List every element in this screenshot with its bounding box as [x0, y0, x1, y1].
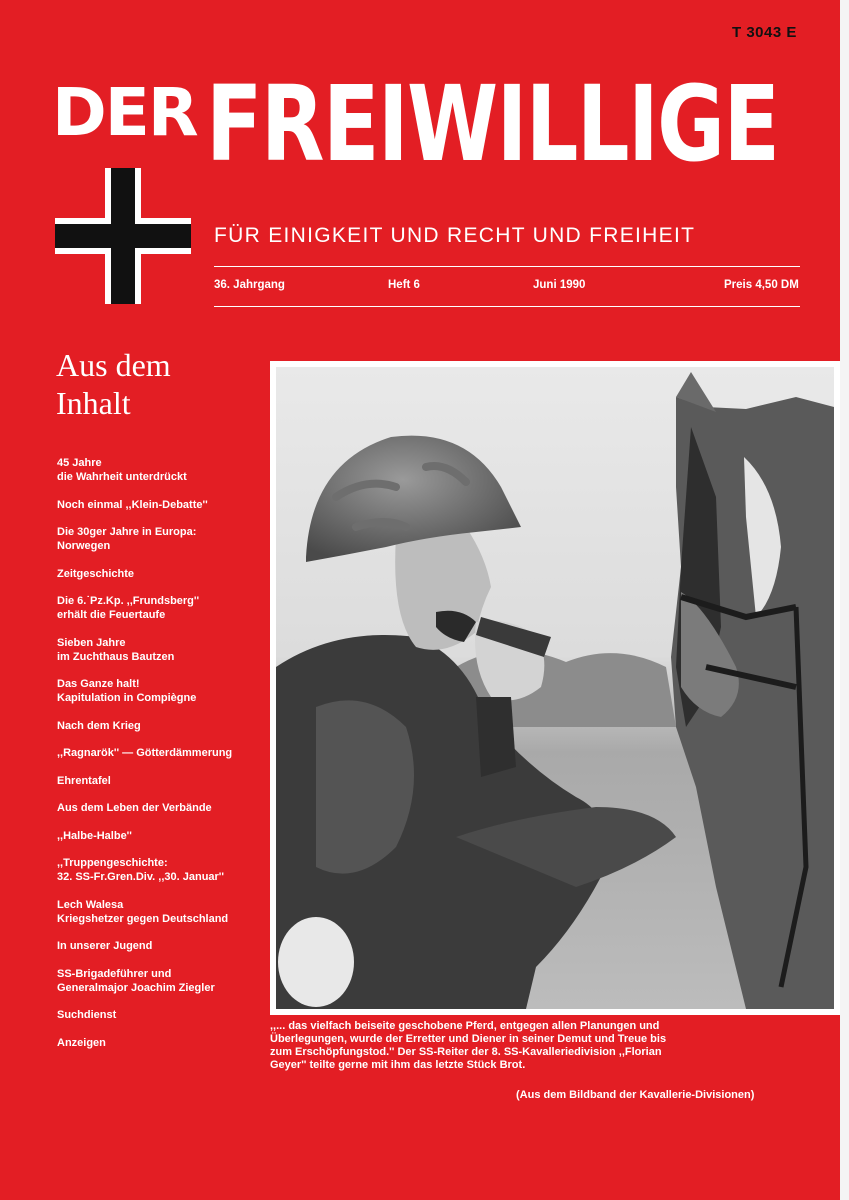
contents-item-line: ,,Halbe-Halbe'' — [57, 829, 132, 842]
contents-heading — [56, 346, 171, 422]
contents-item-line: ,,Ragnarök'' — Götterdämmerung — [57, 747, 233, 759]
contents-item — [57, 967, 257, 995]
contents-item-line: 32. SS-Fr.Gren.Div. ,,30. Januar'' — [57, 871, 225, 883]
contents-item — [57, 567, 257, 581]
photo-credit: (Aus dem Bildband der Kavallerie-Divisionen) — [516, 1089, 755, 1101]
photo-caption — [270, 1020, 710, 1072]
contents-item-line: Lech Walesa — [57, 898, 124, 911]
masthead-article: DER — [52, 74, 197, 151]
contents-item-line: Das Ganze halt! — [57, 678, 140, 690]
issue-price: Preis 4,50 DM — [724, 279, 799, 291]
contents-item — [57, 525, 257, 553]
contents-item — [57, 594, 257, 622]
contents-item-line: Die 30ger Jahre in Europa: — [57, 526, 197, 538]
caption-line: zum Erschöpfungstod.'' Der SS-Reiter der 8. SS-Kavalleriedivision ,,Florian — [270, 1046, 662, 1058]
header-rule-top — [214, 266, 800, 267]
contents-item-line: Die 6.˙Pz.Kp. ,,Frundsberg'' — [57, 595, 200, 607]
contents-item-line: Anzeigen — [57, 1036, 106, 1049]
contents-item-line: Kriegshetzer gegen Deutschland — [57, 912, 229, 925]
contents-item-line: Noch einmal ,,Klein-Debatte'' — [57, 498, 208, 511]
cover-photo — [270, 361, 840, 1015]
caption-line: Geyer'' teilte gerne mit ihm das letzte Stück Brot. — [270, 1059, 526, 1071]
contents-item-line: 45 Jahre — [57, 457, 102, 469]
contents-item — [57, 898, 257, 926]
contents-item — [57, 856, 257, 884]
contents-item-line: Kapitulation in Compiègne — [57, 692, 197, 704]
contents-item-line: die Wahrheit unterdrückt — [57, 471, 187, 483]
contents-item-line: Generalmajor Joachim Ziegler — [57, 981, 215, 994]
contents-item-line: Suchdienst — [57, 1009, 117, 1021]
caption-line: Überlegungen, wurde der Erretter und Diener in seiner Demut und Treue bis — [270, 1033, 667, 1045]
contents-item — [57, 829, 257, 843]
contents-item-line: Ehrentafel — [57, 774, 111, 787]
contents-item-line: im Zuchthaus Bautzen — [57, 650, 175, 663]
issue-volume: 36. Jahrgang — [214, 279, 285, 291]
contents-heading-line: Inhalt — [56, 385, 131, 421]
contents-item-line: Norwegen — [57, 540, 111, 552]
contents-item — [57, 1036, 257, 1050]
header-rule-bottom — [214, 306, 800, 307]
contents-heading-line: Aus dem — [56, 347, 171, 383]
cross-emblem-icon — [55, 168, 191, 304]
masthead-slogan: FÜR EINIGKEIT UND RECHT UND FREIHEIT — [214, 224, 696, 247]
contents-item — [57, 1008, 257, 1022]
contents-item — [57, 746, 257, 760]
contents-list — [57, 456, 257, 1063]
page-edge — [840, 0, 849, 1200]
contents-item — [57, 677, 257, 705]
contents-item — [57, 719, 257, 733]
contents-item — [57, 498, 257, 512]
contents-item-line: erhält die Feuertaufe — [57, 609, 166, 621]
contents-item-line: ,,Truppengeschichte: — [57, 857, 168, 869]
contents-item-line: In unserer Jugend — [57, 940, 153, 952]
contents-item-line: Aus dem Leben der Verbände — [57, 802, 212, 814]
contents-item — [57, 774, 257, 788]
contents-item — [57, 636, 257, 664]
contents-item — [57, 939, 257, 953]
issue-date: Juni 1990 — [533, 279, 586, 291]
contents-item-line: Zeitgeschichte — [57, 567, 135, 580]
issue-code: T 3043 E — [732, 24, 797, 41]
masthead-title: FREIWILLIGE — [206, 63, 779, 185]
soldier-with-horse-photo — [276, 367, 834, 1009]
contents-item-line: Sieben Jahre — [57, 636, 126, 649]
contents-item-line: SS-Brigadeführer und — [57, 967, 172, 980]
contents-item — [57, 456, 257, 484]
issue-number: Heft 6 — [388, 279, 420, 291]
contents-item — [57, 801, 257, 815]
caption-line: ,,... das vielfach beiseite geschobene Pferd, entgegen allen Planungen und — [270, 1020, 660, 1032]
contents-item-line: Nach dem Krieg — [57, 719, 141, 732]
